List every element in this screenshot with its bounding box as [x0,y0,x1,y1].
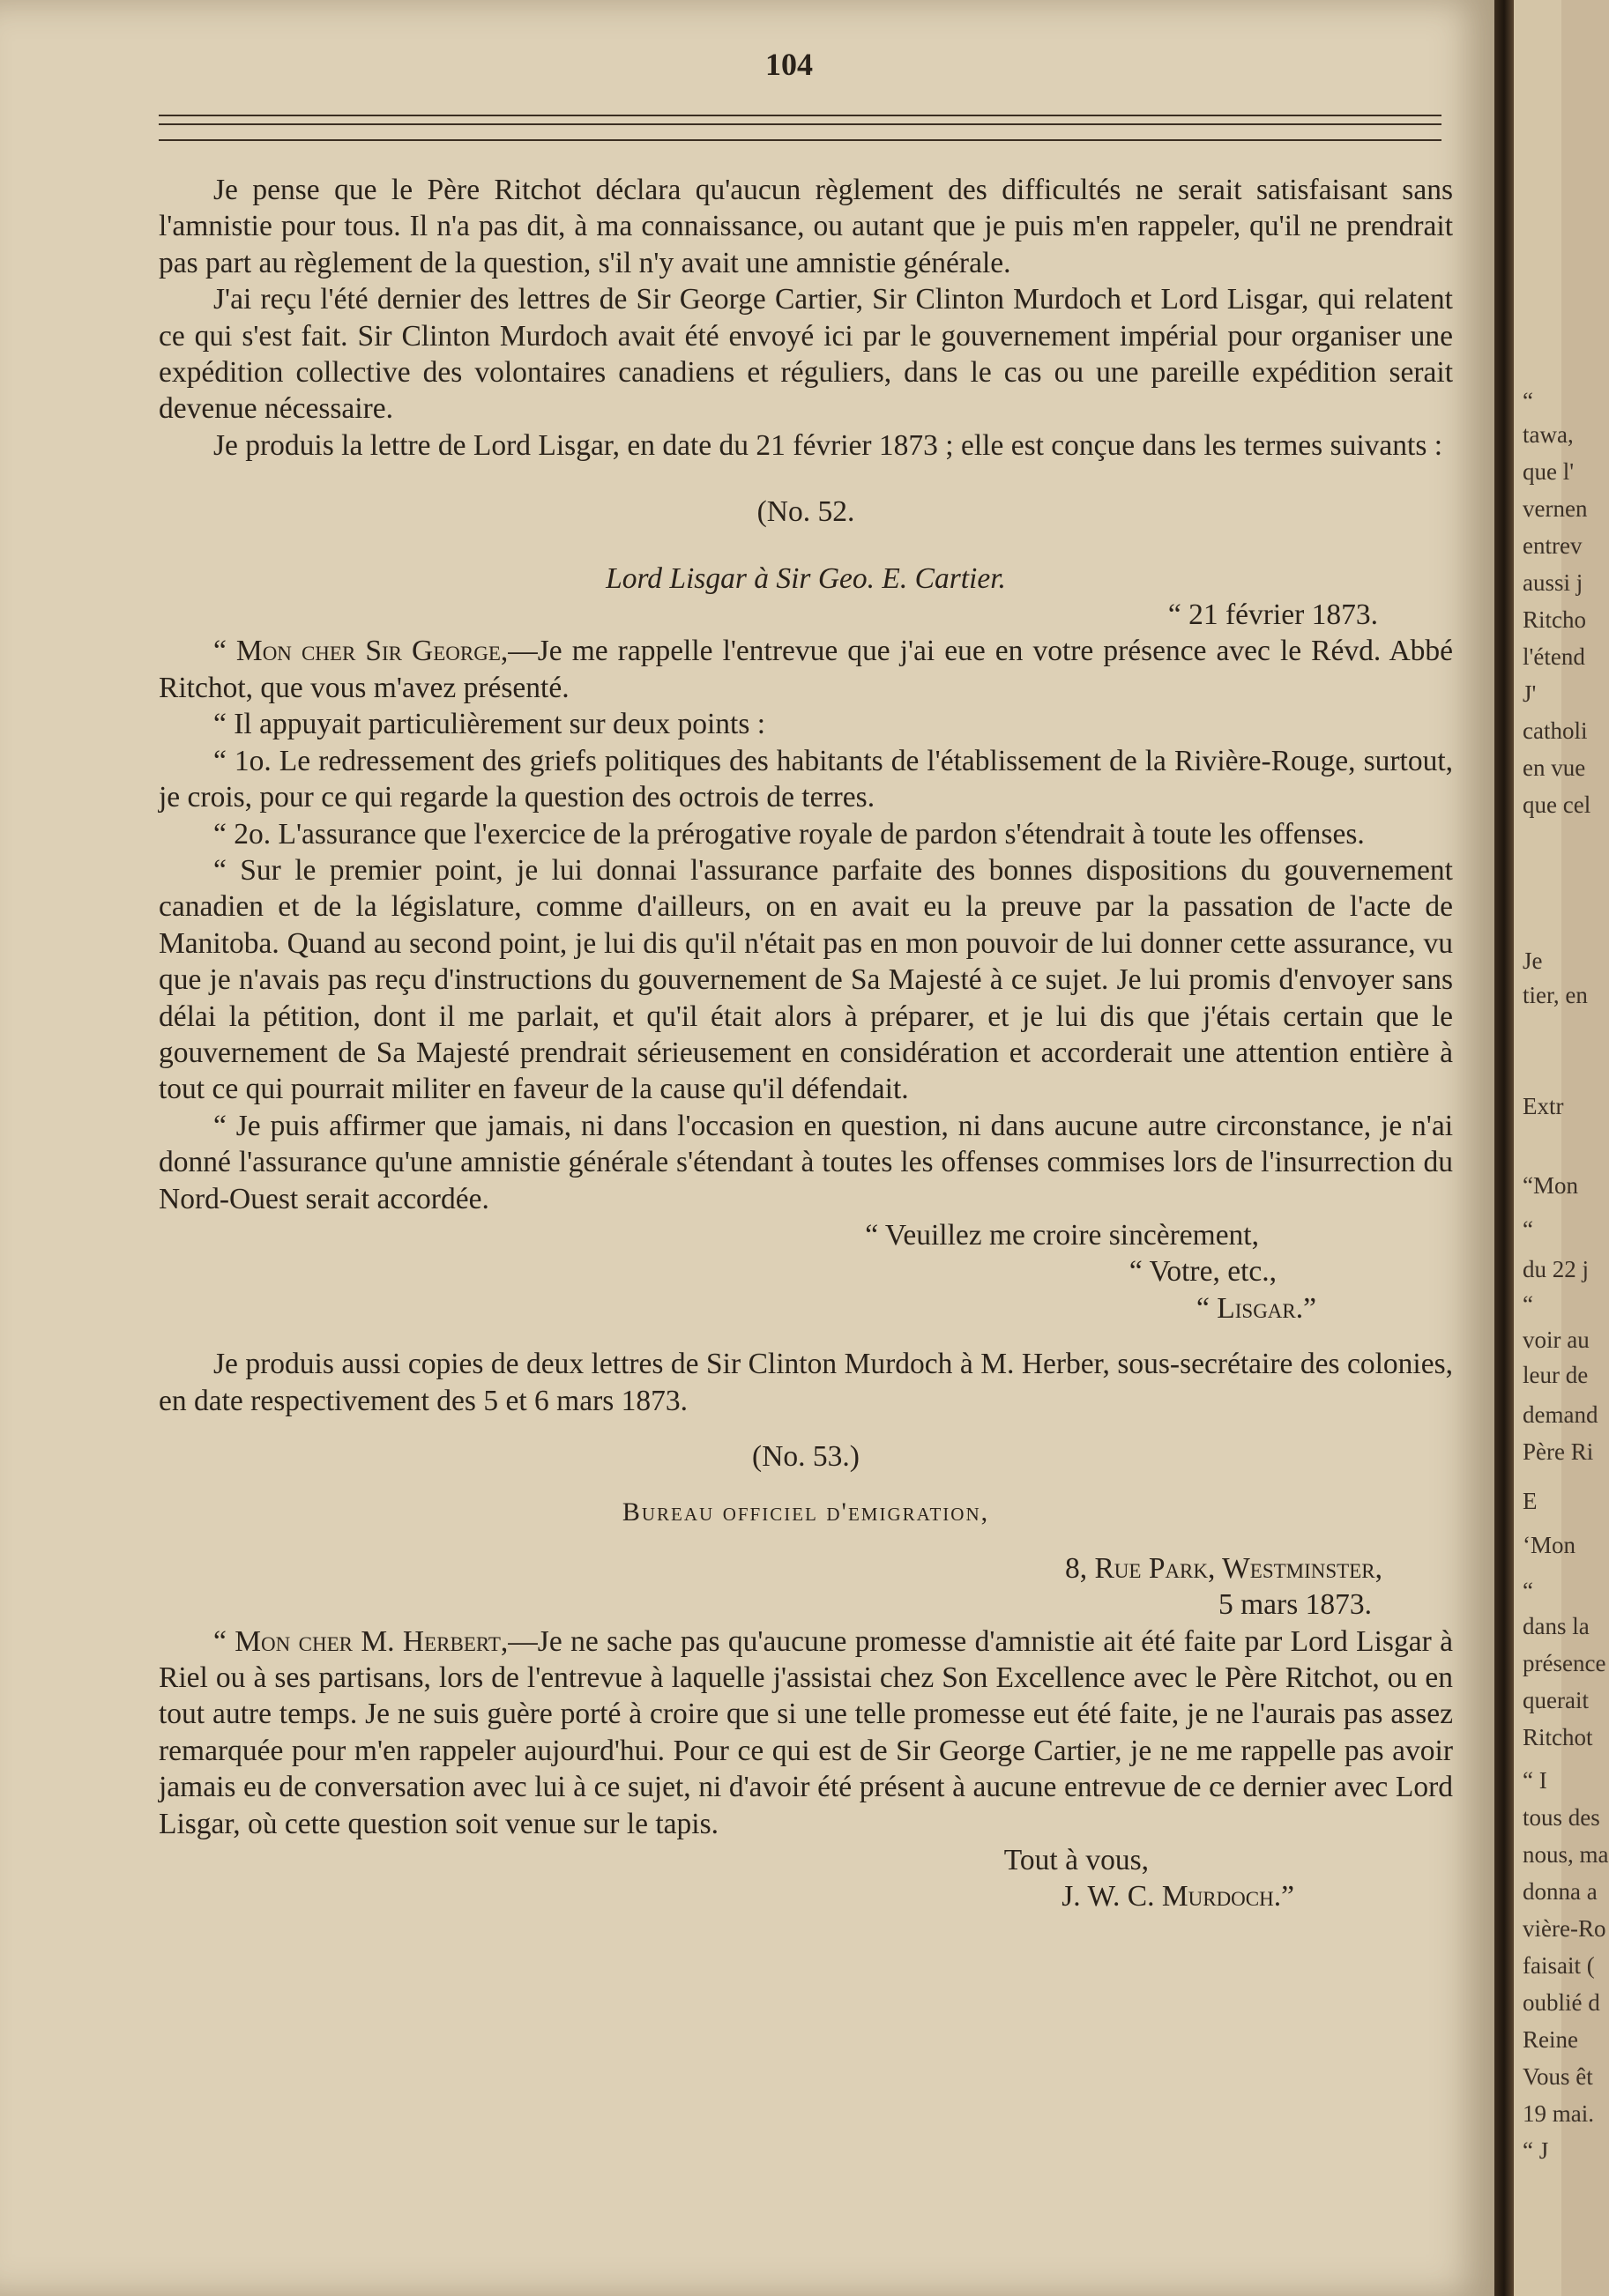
letter-text: —Je ne sache pas qu'aucune promesse d'amnistie ait été faite par Lord Lisgar à Riel ou à ses partisans, lors de l'entrevue à laquelle j'assistai chez Son Excellence avec le Père Ritchot, ou en tout autre temps. Je ne suis guère porté à croire que si une telle promesse eut été faite, je ne l'aurais pas assez remarquée pour m'en rappeler aujourd'hui. Pour ce qui est de Sir George Cartier, je ne me rappelle pas avoir jamais eu de conversation avec lui à ce sujet, ni d'avoir été présent à aucune entrevue de ce dernier avec Lord Lisgar, où cette question soit venue sur le tapis. [159,1624,1453,1840]
letter-office: Bureau officiel d'emigration, [622,1497,990,1527]
letter-text: —Je me rappelle l'entrevue que j'ai eue en votre présence avec le Révd. Abbé Ritchot, que vous m'avez présenté. [159,635,1454,704]
header-rule [159,139,1441,141]
adjacent-fragment: 19 mai. [1523,2100,1594,2127]
adjacent-page-edge [1514,0,1609,2296]
adjacent-fragment: ‘Mon [1523,1532,1575,1558]
page-body [159,172,1453,1915]
letter-heading: Lord Lisgar à Sir Geo. E. Cartier. [606,561,1006,595]
letter-number: (No. 52. [756,495,855,529]
adjacent-fragment: tous des [1523,1804,1600,1831]
adjacent-fragment: voir au [1523,1326,1590,1353]
letter-paragraph: “ Sur le premier point, je lui donnai l'assurance parfaite des bonnes dispositions du gouvernement canadien et de la législature, comme d'ailleurs, on en avait eu la preuve par la passation de l'acte de Manitoba. Quand au second point, je lui dis qu'il n'était pas en mon pouvoir de lui donner cette assurance, vu que je n'avais pas reçu d'instructions du gouvernement de Sa Majesté à ce sujet. Je lui promis d'envoyer sans délai la pétition, dont il me parlait, et qu'il était alors à préparer, et je lui dis que j'étais certain que le gouvernement de Sa Majesté prendrait sérieusement en considération et accorderait une attention entière à tout ce qui pourrait militer en faveur de la cause qu'il défendait. [159,853,1453,1106]
header-rule [159,115,1441,116]
paragraph: Je pense que le Père Ritchot déclara qu'aucun règlement des difficultés ne serait satisfaisant sans l'amnistie pour tous. Il n'a pas dit, à ma connaissance, ou autant que je puis m'en rappeler, qu'il ne prendrait pas part au règlement de la question, s'il n'y avait une amnistie générale. [159,174,1453,279]
book-gutter [1494,0,1514,2296]
adjacent-fragment: “ [1523,1291,1533,1318]
adjacent-fragment: Père Ri [1523,1438,1594,1465]
adjacent-fragment: que l' [1523,458,1575,485]
adjacent-fragment: “Mon [1523,1172,1578,1199]
adjacent-fragment: en vue [1523,754,1586,781]
letter-paragraph: “ 1o. Le redressement des griefs politiques des habitants de l'établissement de la Rivière-Rouge, surtout, je crois, pour ce qui regarde la question des octrois de terres. [159,744,1453,814]
adjacent-fragment: vernen [1523,495,1588,522]
adjacent-fragment: dans la [1523,1613,1590,1639]
adjacent-fragment: l'étend [1523,643,1585,670]
letter-date: 5 mars 1873. [1218,1588,1372,1622]
adjacent-fragment: oublié d [1523,1989,1600,2016]
adjacent-fragment: présence [1523,1650,1606,1676]
adjacent-fragment: “ [1523,388,1533,414]
adjacent-fragment: “ [1523,1578,1533,1604]
adjacent-fragment: Extr [1523,1093,1564,1119]
adjacent-fragment: “ I [1523,1767,1547,1794]
letter-number: (No. 53.) [752,1440,860,1473]
adjacent-fragment: querait [1523,1687,1589,1713]
adjacent-fragment: Ritcho [1523,606,1586,633]
letter-salutation: “ Mon cher M. Herbert, [213,1624,509,1658]
paragraph: Je produis aussi copies de deux lettres de Sir Clinton Murdoch à M. Herber, sous-secrétaire des colonies, en date respectivement des 5 et 6 mars 1873. [159,1348,1453,1417]
adjacent-fragment: que cel [1523,791,1591,818]
adjacent-fragment: Ritchot [1523,1724,1593,1750]
paragraph: J'ai reçu l'été dernier des lettres de Sir George Cartier, Sir Clinton Murdoch et Lord Lisgar, qui relatent ce qui s'est fait. Sir Clinton Murdoch avait été envoyé ici par le gouvernement impérial pour organiser une expédition collective des volontaires canadiens et réguliers, dans le cas ou une pareille expédition serait devenue nécessaire. [159,283,1453,426]
letter-closing: “ Veuillez me croire sincèrement, [865,1218,1259,1252]
letter-salutation: “ Mon cher Sir George, [213,635,509,668]
adjacent-fragment: demand [1523,1401,1598,1428]
adjacent-fragment: du 22 j [1523,1256,1590,1282]
letter-signature: “ Lisgar.” [1196,1291,1316,1325]
adjacent-fragment: faisait ( [1523,1952,1595,1979]
adjacent-fragment: Reine [1523,2026,1578,2053]
adjacent-fragment: J' [1523,680,1537,707]
letter-paragraph: “ 2o. L'assurance que l'exercice de la prérogative royale de pardon s'étendrait à toute les offenses. [213,817,1365,851]
paragraph: Je produis la lettre de Lord Lisgar, en date du 21 février 1873 ; elle est conçue dans les termes suivants : [213,428,1443,462]
letter-closing: Tout à vous, [1003,1844,1149,1877]
adjacent-fragment: leur de [1523,1362,1589,1388]
adjacent-fragment: tawa, [1523,421,1574,448]
letter-paragraph: “ Il appuyait particulièrement sur deux points : [213,708,766,741]
adjacent-fragment: aussi j [1523,569,1583,596]
adjacent-fragment: E [1523,1488,1538,1514]
page-number: 104 [765,47,813,82]
letter-paragraph [159,1624,1453,1842]
letter-paragraph [159,633,1453,706]
header-rule [159,123,1441,125]
adjacent-fragment: catholi [1523,717,1588,744]
letter-signature: J. W. C. Murdoch.” [1061,1880,1294,1913]
adjacent-fragment: Je [1523,947,1543,974]
letter-address: 8, Rue Park, Westminster, [1064,1551,1382,1585]
adjacent-fragment: tier, en [1523,982,1588,1008]
adjacent-fragment: entrev [1523,532,1583,559]
adjacent-fragment: Vous êt [1523,2063,1593,2090]
adjacent-fragment: nous, ma [1523,1841,1609,1868]
adjacent-fragment: vière-Ro [1523,1915,1606,1942]
letter-paragraph: “ Je puis affirmer que jamais, ni dans l'occasion en question, ni dans aucune autre circonstance, je n'ai donné l'assurance qu'une amnistie générale s'étendant à toutes les offenses commises lors de l'insurrection du Nord-Ouest serait accordée. [159,1109,1453,1215]
letter-closing: “ Votre, etc., [1129,1255,1277,1289]
adjacent-fragment: donna a [1523,1878,1598,1905]
adjacent-fragment: “ J [1523,2137,1549,2164]
adjacent-fragment: “ [1523,1216,1533,1243]
letter-date: “ 21 février 1873. [1167,598,1378,632]
